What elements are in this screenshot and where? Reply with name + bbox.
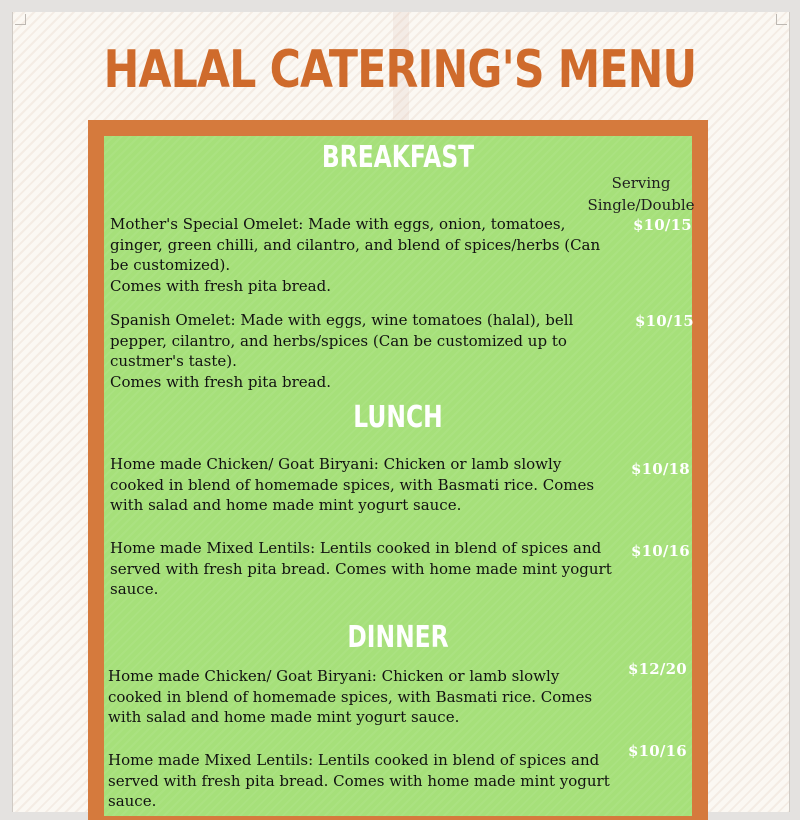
section-heading-breakfast: BREAKFAST xyxy=(321,140,475,175)
item-price: $10/16 xyxy=(628,742,687,760)
item-description: Spanish Omelet: Made with eggs, wine tomatoes (halal), bell pepper, cilantro, and herbs/spices (Can be customized up to custmer's taste). xyxy=(110,311,574,370)
item-price: $10/18 xyxy=(631,460,690,478)
menu-item-dinner-2 xyxy=(108,750,618,812)
item-description: Home made Mixed Lentils: Lentils cooked in blend of spices and served with fresh pita bread. Comes with home made mint yogurt sauce. xyxy=(110,539,612,598)
serving-header xyxy=(566,172,716,216)
serving-label: Serving xyxy=(611,174,671,192)
item-price: $10/15 xyxy=(635,312,694,330)
menu-item-breakfast-1 xyxy=(110,214,620,296)
item-price: $12/20 xyxy=(628,660,687,678)
menu-item-dinner-1 xyxy=(108,666,618,728)
item-price: $10/15 xyxy=(633,216,692,234)
item-description: Home made Chicken/ Goat Biryani: Chicken or lamb slowly cooked in blend of homemade spices, with Basmati rice. Comes with salad and home made mint yogurt sauce. xyxy=(110,455,595,514)
page-corner-mark xyxy=(15,14,26,25)
menu-item-lunch-2 xyxy=(110,538,620,600)
item-note: Comes with fresh pita bread. xyxy=(110,372,331,391)
item-note: Comes with fresh pita bread. xyxy=(110,276,331,295)
item-description: Home made Chicken/ Goat Biryani: Chicken or lamb slowly cooked in blend of homemade spices, with Basmati rice. Comes with salad and home made mint yogurt sauce. xyxy=(108,667,593,726)
item-description: Mother's Special Omelet: Made with eggs, onion, tomatoes, ginger, green chilli, and cilantro, and blend of spices/herbs (Can be customized). xyxy=(110,215,601,274)
item-description: Home made Mixed Lentils: Lentils cooked in blend of spices and served with fresh pita bread. Comes with home made mint yogurt sauce. xyxy=(108,751,610,810)
item-price: $10/16 xyxy=(631,542,690,560)
serving-size-label: Single/Double xyxy=(587,196,695,214)
section-heading-lunch: LUNCH xyxy=(353,400,443,435)
section-heading-dinner: DINNER xyxy=(347,620,449,655)
menu-item-breakfast-2 xyxy=(110,310,620,392)
menu-item-lunch-1 xyxy=(110,454,620,516)
menu-title: HALAL CATERING'S MENU xyxy=(103,40,697,100)
page-corner-mark xyxy=(776,14,787,25)
